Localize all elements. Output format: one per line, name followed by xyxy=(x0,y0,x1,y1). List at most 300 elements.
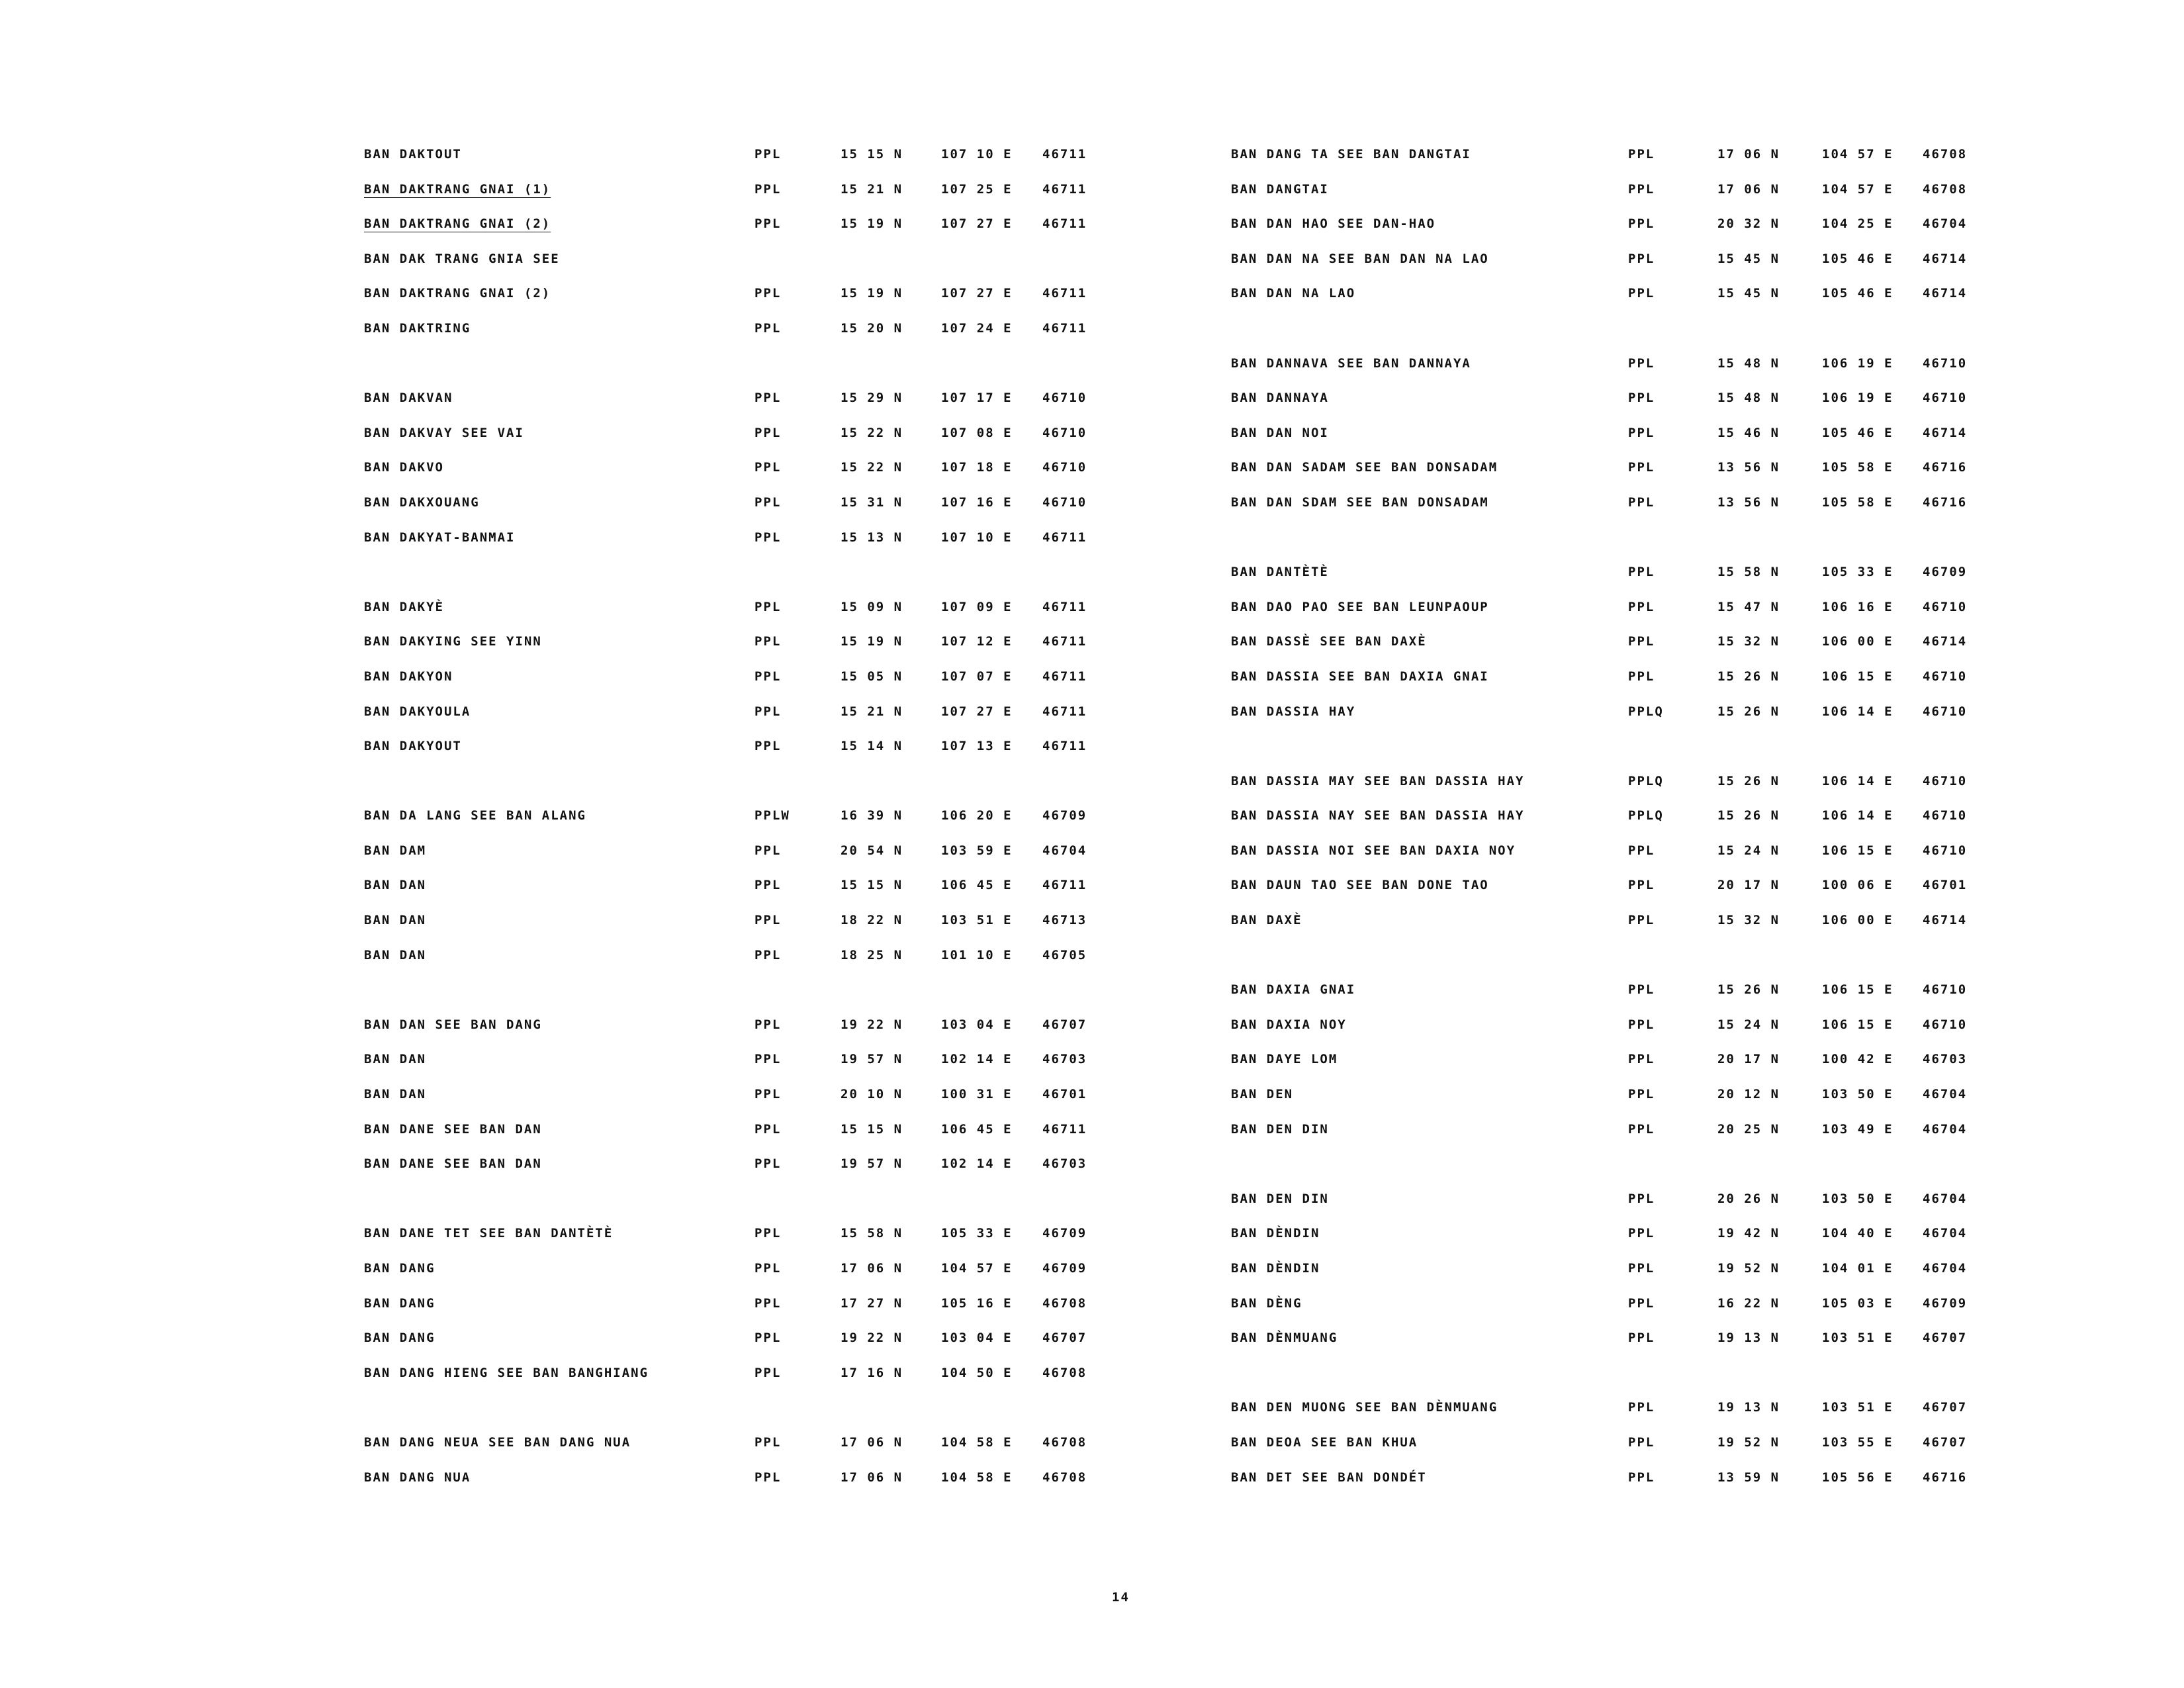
page-number: 14 xyxy=(1112,1590,1130,1605)
gazetteer-entry xyxy=(364,1331,1092,1366)
longitude: 106 15 E xyxy=(1822,843,1893,858)
place-name: BAN DET SEE BAN DONDÉT xyxy=(1231,1470,1427,1485)
gazetteer-entry xyxy=(364,1226,1092,1261)
latitude: 16 39 N xyxy=(841,808,903,823)
latitude: 20 32 N xyxy=(1717,216,1780,232)
place-name: BAN DAN SEE BAN DANG xyxy=(364,1017,542,1032)
longitude: 105 46 E xyxy=(1822,286,1893,301)
feature-designation: PPL xyxy=(754,1295,782,1311)
right-column xyxy=(1231,147,1968,1505)
feature-designation: PPL xyxy=(1628,599,1655,614)
feature-designation: PPL xyxy=(754,216,782,232)
latitude: 13 56 N xyxy=(1717,460,1780,475)
feature-designation: PPL xyxy=(1628,460,1655,475)
longitude: 107 27 E xyxy=(941,286,1013,301)
feature-designation: PPL xyxy=(1628,286,1655,301)
latitude: 18 22 N xyxy=(841,913,903,928)
latitude: 20 17 N xyxy=(1717,1052,1780,1067)
gazetteer-entry xyxy=(364,321,1092,356)
feature-designation: PPL xyxy=(754,1226,782,1241)
row-spacer xyxy=(364,1192,1092,1227)
map-code: 46703 xyxy=(1042,1052,1087,1067)
place-name: BAN DAKVAY SEE VAI xyxy=(364,425,524,440)
latitude: 20 10 N xyxy=(841,1087,903,1102)
feature-designation: PPL xyxy=(1628,1434,1655,1450)
place-name: BAN DANNAYA xyxy=(1231,391,1329,406)
feature-designation: PPL xyxy=(754,1261,782,1276)
place-name: BAN DAKYON xyxy=(364,669,453,684)
gazetteer-entry xyxy=(1231,1470,1968,1505)
map-code: 46708 xyxy=(1042,1470,1087,1485)
gazetteer-entry xyxy=(364,1156,1092,1192)
feature-designation: PPLW xyxy=(754,808,790,823)
gazetteer-entry xyxy=(364,739,1092,774)
place-name: BAN DANE SEE BAN DAN xyxy=(364,1156,542,1172)
feature-designation: PPL xyxy=(1628,1331,1655,1346)
feature-designation: PPL xyxy=(1628,425,1655,440)
gazetteer-entry xyxy=(1231,1226,1968,1261)
gazetteer-entry xyxy=(1231,808,1968,843)
longitude: 101 10 E xyxy=(941,947,1013,962)
longitude: 107 08 E xyxy=(941,425,1013,440)
gazetteer-entry xyxy=(364,634,1092,669)
map-code: 46711 xyxy=(1042,181,1087,197)
gazetteer-entry xyxy=(364,286,1092,321)
map-code: 46714 xyxy=(1923,425,1968,440)
gazetteer-entry xyxy=(1231,773,1968,809)
longitude: 107 10 E xyxy=(941,530,1013,545)
feature-designation: PPL xyxy=(754,599,782,614)
place-name: BAN DAXIA NOY xyxy=(1231,1017,1347,1032)
row-spacer xyxy=(1231,1156,1959,1192)
place-name: BAN DAXÈ xyxy=(1231,913,1302,928)
latitude: 20 54 N xyxy=(841,843,903,858)
gazetteer-entry xyxy=(1231,599,1968,635)
longitude: 105 03 E xyxy=(1822,1295,1893,1311)
feature-designation: PPL xyxy=(754,1121,782,1137)
latitude: 15 58 N xyxy=(841,1226,903,1241)
longitude: 107 24 E xyxy=(941,320,1013,336)
map-code: 46708 xyxy=(1042,1365,1087,1380)
feature-designation: PPL xyxy=(1628,1261,1655,1276)
place-name: BAN DANTÈTÈ xyxy=(1231,565,1329,580)
longitude: 103 50 E xyxy=(1822,1087,1893,1102)
latitude: 15 05 N xyxy=(841,669,903,684)
gazetteer-entry xyxy=(1231,878,1968,913)
place-name: BAN DAKYÈ xyxy=(364,599,444,614)
longitude: 105 58 E xyxy=(1822,460,1893,475)
place-name: BAN DAKYOULA xyxy=(364,704,471,719)
latitude: 15 46 N xyxy=(1717,425,1780,440)
gazetteer-entry xyxy=(1231,1331,1968,1366)
row-spacer xyxy=(1231,1366,1959,1401)
gazetteer-entry xyxy=(1231,1434,1968,1470)
gazetteer-entry xyxy=(1231,216,1968,252)
map-code: 46709 xyxy=(1042,1261,1087,1276)
latitude: 15 58 N xyxy=(1717,565,1780,580)
gazetteer-entry xyxy=(364,704,1092,739)
latitude: 13 56 N xyxy=(1717,494,1780,510)
place-name: BAN DAXIA GNAI xyxy=(1231,982,1356,998)
gazetteer-entry xyxy=(1231,1052,1968,1087)
place-name: BAN DAKVAN xyxy=(364,391,453,406)
gazetteer-entry xyxy=(364,843,1092,878)
feature-designation: PPL xyxy=(754,1156,782,1172)
map-code: 46710 xyxy=(1923,808,1968,823)
row-spacer xyxy=(1231,530,1959,565)
longitude: 107 12 E xyxy=(941,634,1013,649)
feature-designation: PPLQ xyxy=(1628,704,1664,719)
longitude: 103 49 E xyxy=(1822,1121,1893,1137)
place-name: BAN DA LANG SEE BAN ALANG xyxy=(364,808,586,823)
latitude: 15 15 N xyxy=(841,1121,903,1137)
gazetteer-entry xyxy=(1231,1191,1968,1227)
place-name: BAN DASSIA HAY xyxy=(1231,704,1356,719)
feature-designation: PPL xyxy=(1628,565,1655,580)
place-name: BAN DASSÈ SEE BAN DAXÈ xyxy=(1231,634,1427,649)
latitude: 15 24 N xyxy=(1717,1017,1780,1032)
latitude: 15 21 N xyxy=(841,181,903,197)
gazetteer-entry xyxy=(1231,251,1968,287)
longitude: 106 20 E xyxy=(941,808,1013,823)
map-code: 46705 xyxy=(1042,947,1087,962)
feature-designation: PPL xyxy=(1628,147,1655,162)
gazetteer-entry xyxy=(364,1366,1092,1401)
place-name: BAN DANG xyxy=(364,1295,435,1311)
latitude: 15 22 N xyxy=(841,460,903,475)
feature-designation: PPL xyxy=(754,181,782,197)
longitude: 103 59 E xyxy=(941,843,1013,858)
place-name: BAN DANG xyxy=(364,1331,435,1346)
feature-designation: PPL xyxy=(754,1434,782,1450)
latitude: 15 19 N xyxy=(841,286,903,301)
feature-designation: PPL xyxy=(1628,1470,1655,1485)
map-code: 46708 xyxy=(1042,1434,1087,1450)
map-code: 46701 xyxy=(1923,878,1968,893)
longitude: 103 50 E xyxy=(1822,1191,1893,1206)
latitude: 15 19 N xyxy=(841,216,903,232)
gazetteer-entry xyxy=(364,252,1092,287)
longitude: 103 04 E xyxy=(941,1017,1013,1032)
latitude: 15 29 N xyxy=(841,391,903,406)
gazetteer-entry xyxy=(364,182,1092,217)
place-name: BAN DAN SADAM SEE BAN DONSADAM xyxy=(1231,460,1498,475)
place-name: BAN DASSIA NOI SEE BAN DAXIA NOY xyxy=(1231,843,1516,858)
map-code: 46711 xyxy=(1042,739,1087,754)
map-code: 46710 xyxy=(1042,425,1087,440)
latitude: 15 32 N xyxy=(1717,634,1780,649)
latitude: 15 45 N xyxy=(1717,251,1780,266)
gazetteer-entry xyxy=(1231,565,1968,600)
feature-designation: PPLQ xyxy=(1628,808,1664,823)
map-code: 46710 xyxy=(1923,982,1968,998)
longitude: 106 19 E xyxy=(1822,355,1893,371)
feature-designation: PPL xyxy=(754,1017,782,1032)
gazetteer-entry xyxy=(364,808,1092,843)
latitude: 15 21 N xyxy=(841,704,903,719)
longitude: 102 14 E xyxy=(941,1156,1013,1172)
longitude: 106 14 E xyxy=(1822,704,1893,719)
longitude: 104 57 E xyxy=(1822,181,1893,197)
map-code: 46710 xyxy=(1923,704,1968,719)
place-name: BAN DASSIA NAY SEE BAN DASSIA HAY xyxy=(1231,808,1525,823)
latitude: 20 17 N xyxy=(1717,878,1780,893)
gazetteer-entry xyxy=(364,216,1092,252)
map-code: 46704 xyxy=(1923,1121,1968,1137)
longitude: 107 27 E xyxy=(941,704,1013,719)
place-name: BAN DAUN TAO SEE BAN DONE TAO xyxy=(1231,878,1489,893)
gazetteer-entry xyxy=(364,878,1092,913)
place-name: BAN DANE SEE BAN DAN xyxy=(364,1121,542,1137)
feature-designation: PPL xyxy=(754,147,782,162)
place-name: BAN DÈNMUANG xyxy=(1231,1331,1338,1346)
gazetteer-entry xyxy=(1231,1017,1968,1053)
feature-designation: PPL xyxy=(1628,1017,1655,1032)
place-name: BAN DAYE LOM xyxy=(1231,1052,1338,1067)
map-code: 46703 xyxy=(1923,1052,1968,1067)
feature-designation: PPL xyxy=(754,634,782,649)
place-name: BAN DAN xyxy=(364,947,427,962)
longitude: 106 45 E xyxy=(941,878,1013,893)
feature-designation: PPL xyxy=(1628,1121,1655,1137)
place-name: BAN DAO PAO SEE BAN LEUNPAOUP xyxy=(1231,599,1489,614)
feature-designation: PPL xyxy=(754,704,782,719)
latitude: 17 06 N xyxy=(841,1470,903,1485)
longitude: 106 00 E xyxy=(1822,913,1893,928)
gazetteer-entry xyxy=(364,1261,1092,1296)
map-code: 46711 xyxy=(1042,704,1087,719)
latitude: 15 32 N xyxy=(1717,913,1780,928)
map-code: 46708 xyxy=(1923,147,1968,162)
map-code: 46707 xyxy=(1042,1331,1087,1346)
gazetteer-entry xyxy=(1231,460,1968,495)
longitude: 106 16 E xyxy=(1822,599,1893,614)
latitude: 20 12 N xyxy=(1717,1087,1780,1102)
feature-designation: PPL xyxy=(754,494,782,510)
feature-designation: PPL xyxy=(1628,216,1655,232)
latitude: 17 06 N xyxy=(1717,147,1780,162)
latitude: 15 26 N xyxy=(1717,669,1780,684)
feature-designation: PPL xyxy=(1628,181,1655,197)
longitude: 100 31 E xyxy=(941,1087,1013,1102)
gazetteer-entry xyxy=(364,1122,1092,1157)
latitude: 17 06 N xyxy=(841,1261,903,1276)
gazetteer-entry xyxy=(364,495,1092,530)
place-name: BAN DAKTOUT xyxy=(364,147,462,162)
latitude: 15 47 N xyxy=(1717,599,1780,614)
longitude: 104 01 E xyxy=(1822,1261,1893,1276)
longitude: 106 14 E xyxy=(1822,773,1893,788)
row-spacer xyxy=(364,774,1092,809)
gazetteer-entry xyxy=(1231,425,1968,461)
place-name: BAN DÈNDIN xyxy=(1231,1226,1320,1241)
longitude: 100 06 E xyxy=(1822,878,1893,893)
map-code: 46707 xyxy=(1923,1434,1968,1450)
latitude: 19 42 N xyxy=(1717,1226,1780,1241)
row-spacer xyxy=(364,565,1092,600)
map-code: 46714 xyxy=(1923,634,1968,649)
feature-designation: PPL xyxy=(754,913,782,928)
place-name: BAN DASSIA MAY SEE BAN DASSIA HAY xyxy=(1231,773,1525,788)
longitude: 105 16 E xyxy=(941,1295,1013,1311)
place-name: BAN DAN NA SEE BAN DAN NA LAO xyxy=(1231,251,1489,266)
map-code: 46710 xyxy=(1923,599,1968,614)
latitude: 19 52 N xyxy=(1717,1434,1780,1450)
feature-designation: PPL xyxy=(1628,669,1655,684)
map-code: 46714 xyxy=(1923,286,1968,301)
place-name: BAN DAN xyxy=(364,1052,427,1067)
map-code: 46708 xyxy=(1923,181,1968,197)
place-name: BAN DANG NEUA SEE BAN DANG NUA xyxy=(364,1434,631,1450)
place-name: BAN DAN NA LAO xyxy=(1231,286,1356,301)
gazetteer-entry xyxy=(1231,913,1968,948)
gazetteer-entry xyxy=(364,391,1092,426)
place-name: BAN DANG TA SEE BAN DANGTAI xyxy=(1231,147,1471,162)
map-code: 46711 xyxy=(1042,320,1087,336)
place-name: BAN DAK TRANG GNIA SEE xyxy=(364,251,560,266)
row-spacer xyxy=(364,982,1092,1017)
feature-designation: PPL xyxy=(1628,1191,1655,1206)
gazetteer-entry xyxy=(1231,1400,1968,1435)
longitude: 106 15 E xyxy=(1822,669,1893,684)
latitude: 15 26 N xyxy=(1717,704,1780,719)
map-code: 46714 xyxy=(1923,913,1968,928)
map-code: 46714 xyxy=(1923,251,1968,266)
feature-designation: PPL xyxy=(754,391,782,406)
latitude: 15 14 N xyxy=(841,739,903,754)
feature-designation: PPLQ xyxy=(1628,773,1664,788)
feature-designation: PPL xyxy=(754,739,782,754)
gazetteer-entry xyxy=(1231,843,1968,878)
gazetteer-entry xyxy=(364,913,1092,948)
map-code: 46716 xyxy=(1923,460,1968,475)
latitude: 15 15 N xyxy=(841,147,903,162)
map-code: 46711 xyxy=(1042,634,1087,649)
gazetteer-entry xyxy=(364,426,1092,461)
map-code: 46710 xyxy=(1923,669,1968,684)
map-code: 46704 xyxy=(1923,1226,1968,1241)
latitude: 15 45 N xyxy=(1717,286,1780,301)
longitude: 104 25 E xyxy=(1822,216,1893,232)
map-code: 46708 xyxy=(1042,1295,1087,1311)
longitude: 106 15 E xyxy=(1822,1017,1893,1032)
latitude: 15 31 N xyxy=(841,494,903,510)
place-name: BAN DAN HAO SEE DAN-HAO xyxy=(1231,216,1436,232)
place-name: BAN DEN xyxy=(1231,1087,1294,1102)
latitude: 19 22 N xyxy=(841,1331,903,1346)
feature-designation: PPL xyxy=(754,669,782,684)
gazetteer-entry xyxy=(364,1017,1092,1053)
place-name: BAN DANG NUA xyxy=(364,1470,471,1485)
map-code: 46710 xyxy=(1923,355,1968,371)
feature-designation: PPL xyxy=(754,286,782,301)
latitude: 15 20 N xyxy=(841,320,903,336)
map-code: 46710 xyxy=(1042,391,1087,406)
feature-designation: PPL xyxy=(1628,391,1655,406)
longitude: 107 10 E xyxy=(941,147,1013,162)
feature-designation: PPL xyxy=(754,1331,782,1346)
feature-designation: PPL xyxy=(1628,1295,1655,1311)
longitude: 103 51 E xyxy=(1822,1331,1893,1346)
latitude: 15 22 N xyxy=(841,425,903,440)
feature-designation: PPL xyxy=(1628,913,1655,928)
latitude: 19 57 N xyxy=(841,1052,903,1067)
longitude: 106 14 E xyxy=(1822,808,1893,823)
gazetteer-entry xyxy=(1231,494,1968,530)
map-code: 46711 xyxy=(1042,286,1087,301)
feature-designation: PPL xyxy=(1628,878,1655,893)
latitude: 19 13 N xyxy=(1717,1400,1780,1415)
longitude: 107 17 E xyxy=(941,391,1013,406)
feature-designation: PPL xyxy=(1628,634,1655,649)
latitude: 15 48 N xyxy=(1717,355,1780,371)
left-column xyxy=(364,147,1092,1505)
place-name: BAN DEN DIN xyxy=(1231,1121,1329,1137)
map-code: 46716 xyxy=(1923,494,1968,510)
place-name: BAN DÈNG xyxy=(1231,1295,1302,1311)
latitude: 15 13 N xyxy=(841,530,903,545)
gazetteer-entry xyxy=(1231,1121,1968,1157)
latitude: 20 25 N xyxy=(1717,1121,1780,1137)
place-name: BAN DAN NOI xyxy=(1231,425,1329,440)
map-code: 46713 xyxy=(1042,913,1087,928)
longitude: 107 25 E xyxy=(941,181,1013,197)
row-spacer xyxy=(364,356,1092,391)
longitude: 105 33 E xyxy=(941,1226,1013,1241)
longitude: 105 56 E xyxy=(1822,1470,1893,1485)
place-name: BAN DÈNDIN xyxy=(1231,1261,1320,1276)
latitude: 19 22 N xyxy=(841,1017,903,1032)
map-code: 46703 xyxy=(1042,1156,1087,1172)
place-name: BAN DAN SDAM SEE BAN DONSADAM xyxy=(1231,494,1489,510)
map-code: 46716 xyxy=(1923,1470,1968,1485)
map-code: 46710 xyxy=(1042,460,1087,475)
feature-designation: PPL xyxy=(754,1087,782,1102)
feature-designation: PPL xyxy=(754,878,782,893)
longitude: 104 57 E xyxy=(941,1261,1013,1276)
gazetteer-entry xyxy=(364,1435,1092,1470)
place-name: BAN DANGTAI xyxy=(1231,181,1329,197)
longitude: 105 46 E xyxy=(1822,251,1893,266)
gazetteer-entry xyxy=(1231,391,1968,426)
feature-designation: PPL xyxy=(1628,843,1655,858)
latitude: 19 52 N xyxy=(1717,1261,1780,1276)
map-code: 46710 xyxy=(1923,1017,1968,1032)
row-spacer xyxy=(1231,739,1959,774)
gazetteer-entry xyxy=(1231,669,1968,704)
map-code: 46711 xyxy=(1042,216,1087,232)
map-code: 46709 xyxy=(1042,1226,1087,1241)
longitude: 102 14 E xyxy=(941,1052,1013,1067)
latitude: 17 06 N xyxy=(1717,181,1780,197)
longitude: 103 51 E xyxy=(941,913,1013,928)
latitude: 17 06 N xyxy=(841,1434,903,1450)
map-code: 46709 xyxy=(1042,808,1087,823)
gazetteer-entry xyxy=(364,1052,1092,1087)
map-code: 46711 xyxy=(1042,530,1087,545)
gazetteer-entry xyxy=(1231,1261,1968,1296)
gazetteer-entry xyxy=(364,1087,1092,1122)
latitude: 15 09 N xyxy=(841,599,903,614)
feature-designation: PPL xyxy=(754,425,782,440)
longitude: 106 00 E xyxy=(1822,634,1893,649)
latitude: 16 22 N xyxy=(1717,1295,1780,1311)
place-name: BAN DANNAVA SEE BAN DANNAYA xyxy=(1231,355,1471,371)
gazetteer-entry xyxy=(364,147,1092,182)
latitude: 13 59 N xyxy=(1717,1470,1780,1485)
feature-designation: PPL xyxy=(754,947,782,962)
latitude: 15 15 N xyxy=(841,878,903,893)
